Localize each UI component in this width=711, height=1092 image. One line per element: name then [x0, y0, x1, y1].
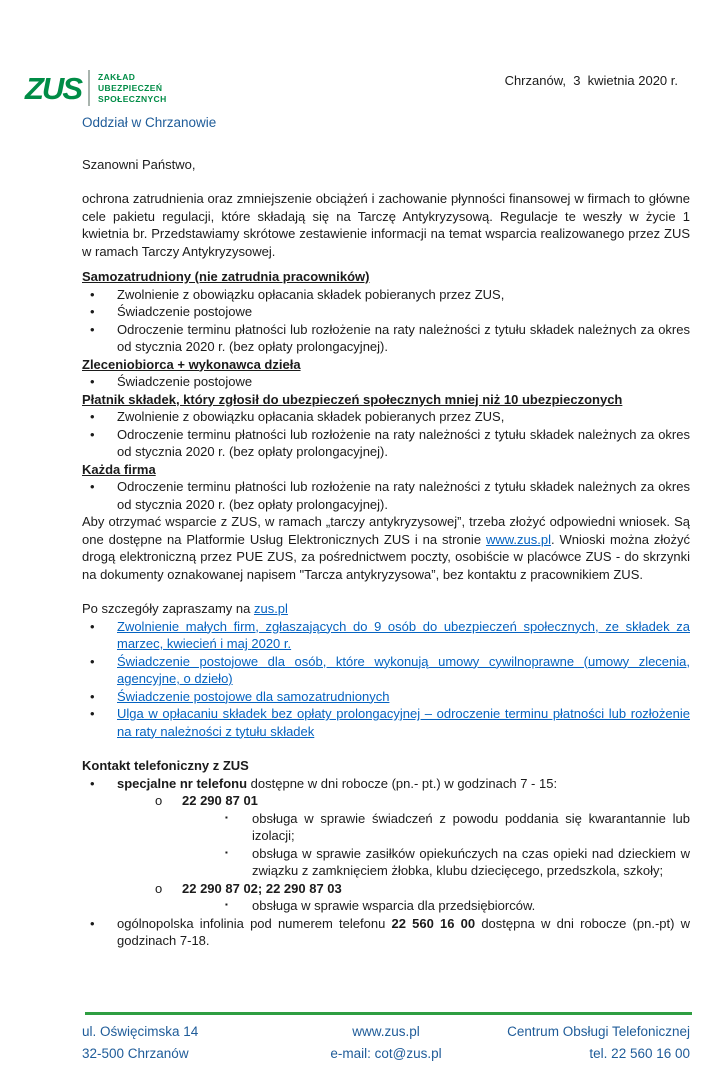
- bullet-icon: •: [90, 688, 95, 704]
- document-date: Chrzanów, 3 kwietnia 2020 r.: [504, 73, 678, 88]
- link-zwolnienie-malych-firm[interactable]: Zwolnienie małych firm, zgłaszających do 9 osób do ubezpieczeń społecznych, ze składek za marzec, kwiecień i maj 2020 r.: [117, 618, 690, 651]
- footer-web: [285, 1021, 488, 1064]
- apply-text-post: . Wnioski można złożyć drogą elektroniczną przez PUE ZUS, za pośrednictwem poczty, osobiście w placówce ZUS - do skrzynki na dokumenty oznakowanej napisem "Tarcza antykryzysowa”, bez kontaktu z pracownikiem ZUS.: [82, 531, 691, 582]
- footer-cot-label: Centrum Obsługi Telefonicznej: [507, 1024, 691, 1039]
- list-item: [82, 897, 690, 915]
- logo-divider: [88, 70, 90, 106]
- bullet-icon: •: [90, 915, 95, 931]
- apply-text-pre: Aby otrzymać wsparcie z ZUS, w ramach „tarczy antykryzysowej”, trzeba złożyć odpowiedni wniosek. Są one dostępne na Platformie Usług Elektronicznych ZUS i na stronie: [82, 514, 690, 547]
- footer-street: ul. Oświęcimska 14: [82, 1024, 199, 1039]
- bullet-icon: •: [90, 374, 95, 389]
- details-line: [82, 600, 690, 618]
- org-name-line3: SPOŁECZNYCH: [98, 93, 167, 104]
- bullet-icon: •: [90, 775, 95, 791]
- section-heading-samozatrudniony: Samozatrudniony (nie zatrudnia pracowników): [82, 269, 370, 284]
- list-item-text: obsługa w sprawie wsparcia dla przedsiębiorców.: [252, 898, 536, 913]
- contact-heading: Kontakt telefoniczny z ZUS: [82, 758, 249, 773]
- circle-bullet-icon: o: [155, 880, 163, 896]
- intro-paragraph: ochrona zatrudnienia oraz zmniejszenie obciążeń i zachowanie płynności finansowej w firmach to główne cele pakietu regulacji, które składają się na Tarczę Antykryzysową. Regulacje te weszły w życie 1 kwietnia br. Przedstawiamy skrótowe zestawienie informacji na temat wsparcia realizowanego przez ZUS w ramach Tarczy Antykryzysowej.: [82, 191, 690, 259]
- list-item: [82, 618, 690, 653]
- phone-number-item: [82, 880, 690, 898]
- salutation: Szanowni Państwo,: [82, 156, 196, 172]
- list-item: [82, 688, 690, 706]
- footer-address: [82, 1021, 285, 1064]
- list-item-text: Zwolnienie z obowiązku opłacania składek pobieranych przez ZUS,: [117, 286, 505, 302]
- phone-number: 22 290 87 02; 22 290 87 03: [182, 880, 342, 896]
- list-item-text: Świadczenie postojowe: [117, 304, 253, 319]
- link-postojowe-cywilnoprawne[interactable]: Świadczenie postojowe dla osób, które wykonują umowy cywilnoprawne (umowy zlecenia, agencyjne, o dzieło): [117, 653, 690, 686]
- infoline-text-pre: ogólnopolska infolinia pod numerem telefonu: [117, 915, 392, 931]
- list-item: [82, 705, 690, 740]
- square-bullet-icon: ▪: [225, 847, 228, 857]
- apply-paragraph: [82, 513, 690, 583]
- section-heading-zleceniobiorca: Zleceniobiorca + wykonawca dzieła: [82, 356, 301, 372]
- bullet-icon: •: [90, 653, 95, 669]
- list-item-text: Odroczenie terminu płatności lub rozłożenie na raty należności z tytułu składek należnych za okres od stycznia 2020 r. (bez opłaty prolongacyjnej).: [117, 426, 690, 459]
- footer: [82, 1021, 690, 1064]
- bullet-icon: •: [90, 304, 95, 319]
- link-ulga-w-oplacaniu-skladek[interactable]: Ulga w opłacaniu składek bez opłaty prolongacyjnej – odroczenie terminu płatności lub rozłożenie na raty należności z tytułu składek: [117, 706, 690, 739]
- zus-logo-icon: ZUS: [25, 70, 81, 106]
- square-bullet-icon: ▪: [225, 900, 228, 909]
- link-www-zus-pl[interactable]: www.zus.pl: [485, 531, 551, 547]
- bullet-icon: •: [90, 409, 95, 424]
- list-item: [82, 810, 690, 845]
- list-item: [82, 653, 690, 688]
- footer-cot-number: tel. 22 560 16 00: [589, 1045, 691, 1061]
- list-item: [82, 408, 690, 426]
- bullet-icon: •: [90, 286, 95, 302]
- infoline-text-post: dostępna w dni robocze (pn.-pt) w godzinach 7-18.: [117, 915, 691, 948]
- list-item: [82, 845, 690, 880]
- list-item-text: obsługa w sprawie świadczeń z powodu poddania się kwarantannie lub izolacji;: [252, 810, 690, 843]
- circle-bullet-icon: o: [155, 793, 163, 808]
- list-item-text: Odroczenie terminu płatności lub rozłożenie na raty należności z tytułu składek należnych za okres od stycznia 2020 r. (bez opłaty prolongacyjnej).: [117, 321, 690, 354]
- list-item-text: Odroczenie terminu płatności lub rozłożenie na raty należności z tytułu składek należnych za okres od stycznia 2020 r. (bez opłaty prolongacyjnej).: [117, 479, 690, 512]
- section-heading-platnik-skladek: Płatnik składek, który zgłosił do ubezpieczeń społecznych mniej niż 10 ubezpieczonych: [82, 391, 623, 407]
- contact-special-label: specjalne nr telefonu: [117, 775, 248, 791]
- details-text: Po szczegóły zapraszamy na: [82, 601, 254, 616]
- infoline-number: 22 560 16 00: [391, 915, 476, 931]
- bullet-icon: •: [90, 618, 95, 634]
- bullet-icon: •: [90, 479, 95, 494]
- footer-city: 32-500 Chrzanów: [82, 1045, 189, 1061]
- list-item: [82, 915, 690, 950]
- list-item-text: obsługa w sprawie zasiłków opiekuńczych na czas opieki nad dzieckiem w związku z zamknięciem żłobka, klubu dziecięcego, przedszkola, szkoły;: [252, 845, 690, 878]
- footer-phone: [487, 1021, 690, 1064]
- section-heading-kazda-firma: Każda firma: [82, 461, 156, 477]
- link-zus-pl[interactable]: zus.pl: [253, 601, 288, 616]
- list-item: [82, 373, 690, 391]
- org-name-line1: ZAKŁAD: [98, 71, 136, 82]
- list-item: [82, 303, 690, 321]
- list-item: [82, 775, 690, 793]
- list-item-text: Świadczenie postojowe: [117, 374, 253, 389]
- bullet-icon: •: [90, 321, 95, 337]
- list-item: [82, 426, 690, 461]
- org-name-line2: UBEZPIECZEŃ: [98, 82, 163, 93]
- phone-number-item: [82, 792, 690, 810]
- footer-email: e-mail: cot@zus.pl: [330, 1045, 442, 1061]
- square-bullet-icon: ▪: [225, 812, 228, 822]
- bullet-icon: •: [90, 706, 95, 721]
- list-item-text: Zwolnienie z obowiązku opłacania składek pobieranych przez ZUS,: [117, 409, 505, 424]
- phone-number: 22 290 87 01: [182, 793, 258, 808]
- footer-website: www.zus.pl: [352, 1024, 420, 1039]
- footer-rule: [85, 1012, 692, 1015]
- contact-special-text: dostępne w dni robocze (pn.- pt.) w godzinach 7 - 15:: [247, 775, 558, 791]
- list-item: [82, 286, 690, 304]
- letterhead: [25, 68, 690, 132]
- org-name: [98, 72, 167, 105]
- list-item: [82, 478, 690, 513]
- branch-name: Oddział w Chrzanowie: [82, 115, 217, 130]
- link-postojowe-samozatrudnieni[interactable]: Świadczenie postojowe dla samozatrudnionych: [117, 688, 390, 704]
- list-item: [82, 321, 690, 356]
- bullet-icon: •: [90, 426, 95, 442]
